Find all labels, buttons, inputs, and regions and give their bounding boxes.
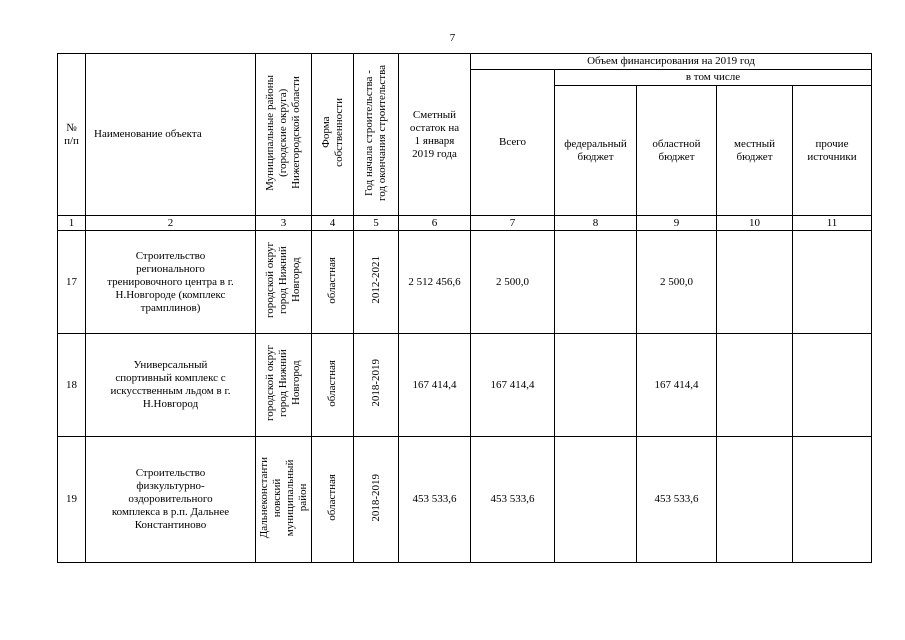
- local: [717, 437, 793, 563]
- local: [717, 231, 793, 334]
- ownership: областная: [312, 334, 354, 437]
- header-total: Всего: [471, 70, 555, 216]
- column-number: 8: [555, 216, 637, 231]
- ownership: областная: [312, 231, 354, 334]
- financing-table: [57, 53, 872, 563]
- column-number: 7: [471, 216, 555, 231]
- total: 453 533,6: [471, 437, 555, 563]
- row-num: 19: [58, 437, 86, 563]
- column-number: 4: [312, 216, 354, 231]
- header-balance: Сметный остаток на 1 января 2019 года: [399, 54, 471, 216]
- header-municipality: Муниципальные районы (городские округа) Нижегородской области: [256, 54, 312, 216]
- header-num: № п/п: [58, 54, 86, 216]
- balance: 2 512 456,6: [399, 231, 471, 334]
- balance: 453 533,6: [399, 437, 471, 563]
- header-local: местный бюджет: [717, 86, 793, 216]
- header-object-name: Наименование объекта: [86, 54, 256, 216]
- header-financing: Объем финансирования на 2019 год: [471, 54, 872, 70]
- object-name: Строительство физкультурно- оздоровительного комплекса в р.п. Дальнее Константиново: [86, 437, 256, 563]
- ownership: областная: [312, 437, 354, 563]
- column-number: 1: [58, 216, 86, 231]
- header-years: Год начала строительства - год окончания строительства: [354, 54, 399, 216]
- federal: [555, 437, 637, 563]
- object-name: Строительство регионального тренировочного центра в г. Н.Новгороде (комплекс трамплинов): [86, 231, 256, 334]
- other: [793, 437, 872, 563]
- column-number: 2: [86, 216, 256, 231]
- years: 2018-2019: [354, 437, 399, 563]
- federal: [555, 231, 637, 334]
- table-row: [58, 437, 872, 563]
- other: [793, 334, 872, 437]
- column-number-row: [58, 216, 872, 231]
- balance: 167 414,4: [399, 334, 471, 437]
- local: [717, 334, 793, 437]
- regional: 167 414,4: [637, 334, 717, 437]
- header-regional: областной бюджет: [637, 86, 717, 216]
- federal: [555, 334, 637, 437]
- regional: 2 500,0: [637, 231, 717, 334]
- regional: 453 533,6: [637, 437, 717, 563]
- column-number: 11: [793, 216, 872, 231]
- table-row: [58, 231, 872, 334]
- municipality: городской округ город Нижний Новгород: [256, 231, 312, 334]
- column-number: 9: [637, 216, 717, 231]
- header-including: в том числе: [555, 70, 872, 86]
- other: [793, 231, 872, 334]
- object-name: Универсальный спортивный комплекс с искусственным льдом в г. Н.Новгород: [86, 334, 256, 437]
- total: 167 414,4: [471, 334, 555, 437]
- years: 2018-2019: [354, 334, 399, 437]
- years: 2012-2021: [354, 231, 399, 334]
- row-num: 17: [58, 231, 86, 334]
- municipality: городской округ город Нижний Новгород: [256, 334, 312, 437]
- total: 2 500,0: [471, 231, 555, 334]
- column-number: 6: [399, 216, 471, 231]
- municipality: Дальнеконстанти новский муниципальный район: [256, 437, 312, 563]
- column-number: 3: [256, 216, 312, 231]
- page-number: 7: [449, 32, 456, 44]
- row-num: 18: [58, 334, 86, 437]
- header-ownership: Форма собственности: [312, 54, 354, 216]
- column-number: 10: [717, 216, 793, 231]
- header-federal: федеральный бюджет: [555, 86, 637, 216]
- table-row: [58, 334, 872, 437]
- header-other: прочие источники: [793, 86, 872, 216]
- column-number: 5: [354, 216, 399, 231]
